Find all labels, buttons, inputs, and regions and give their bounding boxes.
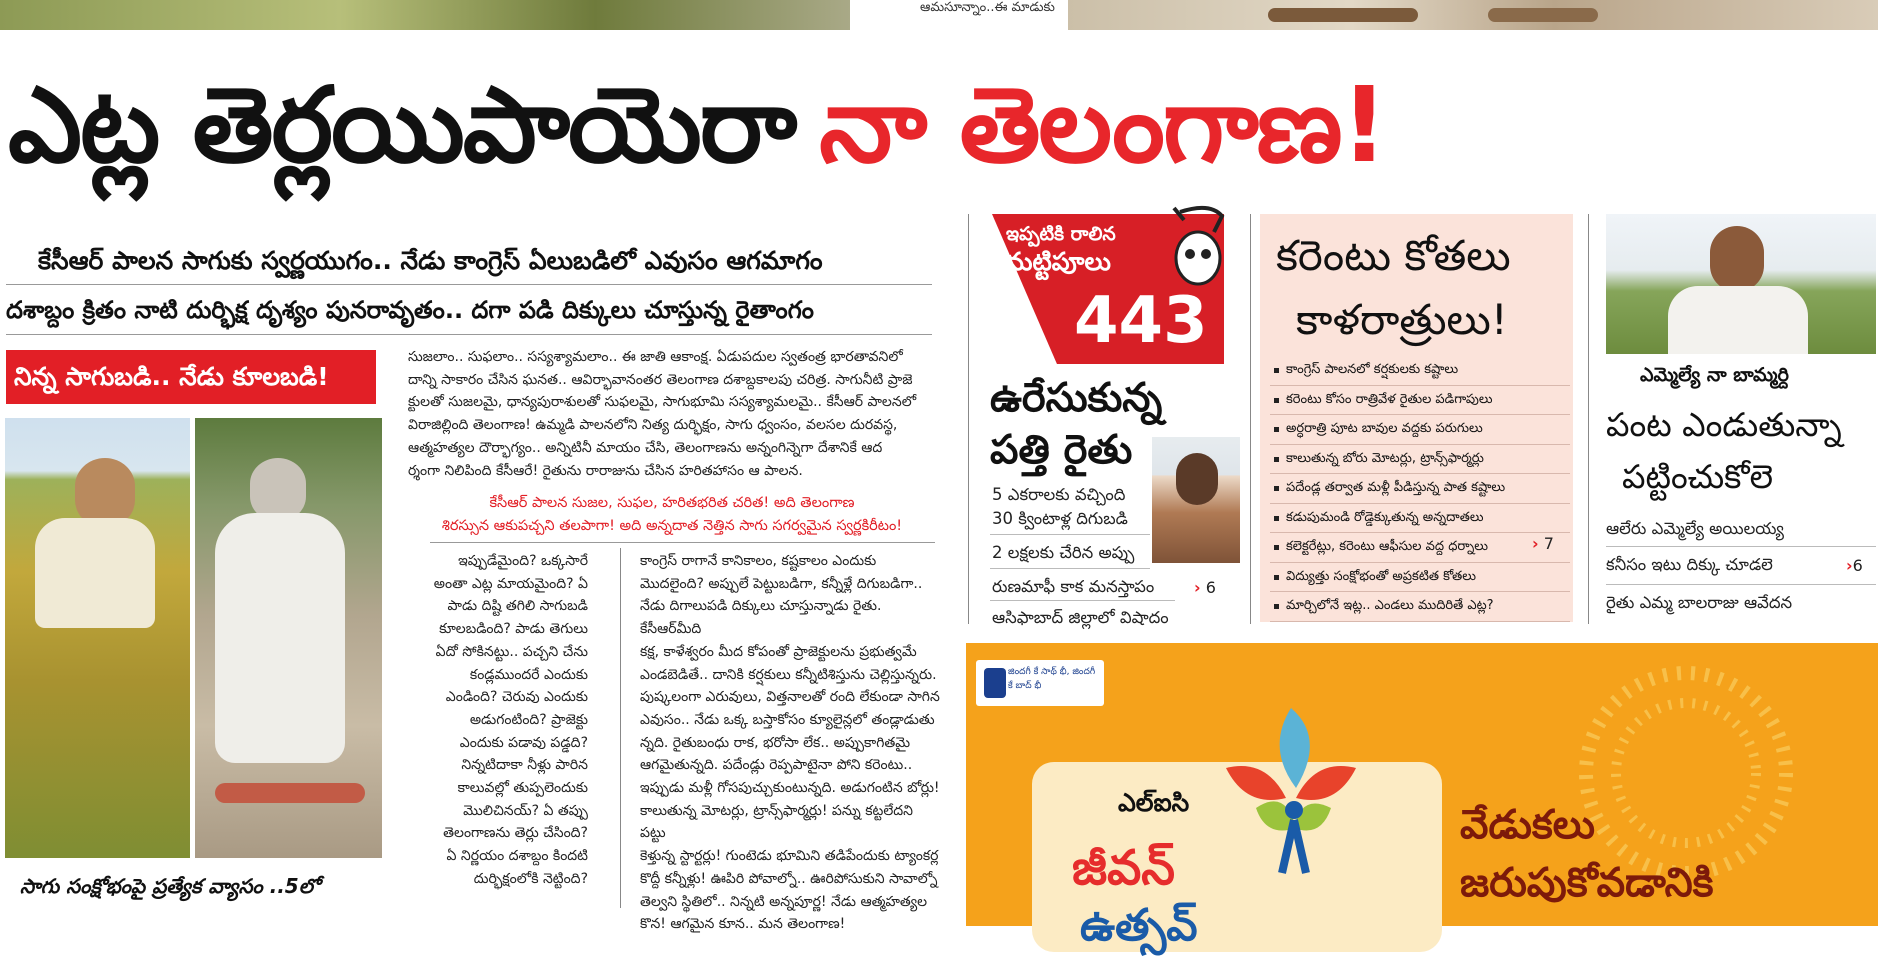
sandals [215, 783, 365, 803]
lic-logo-icon [984, 668, 1006, 698]
col1-line: మొలిచినయ్? ఏ తప్పు [463, 802, 588, 819]
current-cuts-title-2: కాళరాత్రులు! [1296, 295, 1508, 344]
col1-line: కూలబడింది? పాడు తెగులు [439, 621, 588, 638]
farmer-story-line: 2 లక్షలకు చేరిన అప్పు [992, 543, 1135, 562]
col2-line: కక్ష, కాళేశ్వరం మీద కోపంతో ప్రాజెక్టులను ప్రభుత్వమే [640, 643, 917, 660]
list-item: పదేండ్ల తర్వాత మళ్లీ పీడిస్తున్న పాత కష్టాలు [1270, 474, 1570, 504]
list-item: కడుపుమండి రోడ్డెక్కుతున్న అన్నదాతలు [1270, 504, 1570, 534]
col2-line: తెల్వని స్థితిలో.. నిన్నటి అన్నపూర్ణ! నేడు ఆత్మహత్యల [640, 893, 928, 910]
farmer-story-page-ref: › 6 [1194, 578, 1216, 597]
intro-line: క్టులతో సుజలమై, ధాన్యపురాశులతో సుఫలమై, సాగుభూమి సస్యశ్యామలమై.. కేసీఆర్ పాలనలో [408, 394, 917, 411]
intro-line: సుజలాం.. సుఫలాం.. సస్యశ్యామలాం.. ఈ జాతి ఆకాంక్ష. ఏడుపదుల స్వతంత్ర భారతావనిలో [408, 349, 903, 365]
top-strip-caption: ఆమసూన్నాం..ఈ మాడుకు [920, 0, 1055, 15]
farmer-story-line: రుణమాఫీ కాక మనస్తాపం [992, 577, 1155, 596]
column-rule [1250, 214, 1251, 624]
mla-line: కనీసం ఇటు దిక్కు చూడలె [1606, 555, 1773, 574]
skull-noose-icon [1160, 202, 1230, 294]
intro-line: ర్శంగా నిలిపింది కేసీఆరే! రైతును రారాజును చేసిన హరితహాసం ఆ పాలన. [408, 462, 803, 479]
top-photo-right [1068, 0, 1878, 30]
col2-line: నేడు దిగాలుపడి దిక్కులు చూస్తున్నాడు రైతు. కేసీఆర్‌మీది [640, 598, 882, 638]
col2-line: కాంగ్రెస్ రాగానే కానికాలం, కష్టకాలం ఎందుకు [640, 553, 877, 569]
ad-jeevan-text: జీవన్ [1072, 840, 1175, 896]
farmer-shirt [35, 518, 155, 628]
col2-line: పుష్కలంగా ఎరువులు, విత్తనాలతో రంది లేకుండా సాగిన [640, 689, 940, 706]
farmer-clothes [215, 513, 345, 763]
main-headline [8, 60, 1876, 190]
body-column-2 [640, 550, 940, 933]
leaf-figure-icon [1196, 698, 1386, 878]
mla-page-ref: ›6 [1846, 556, 1863, 575]
current-cuts-list [1270, 356, 1570, 622]
ad-lic-text: ఎల్ఐసి [1118, 788, 1190, 817]
list-item: కలెక్టరేట్లు, కరెంటు ఆఫీసుల వద్ద ధర్నాలు [1270, 533, 1570, 563]
old-farmer-photo [1606, 214, 1876, 354]
ad-right-text-1: వేడుకలు [1460, 802, 1595, 848]
intro-text [408, 346, 936, 486]
col1-line: కాలువల్లో తుప్పలెందుకు [457, 780, 588, 797]
col1-line: నిన్నటిదాకా నీళ్లు పారిన [461, 757, 588, 774]
col1-line: ఎందుకు పడావు పడ్డది? [459, 734, 588, 751]
red-pullquote [408, 492, 936, 538]
mla-title-1: పంట ఎండుతున్నా [1606, 405, 1842, 444]
farmer-sad-photo [195, 418, 382, 858]
col2-line: కొన! ఆగమైన కూన.. మన తెలంగాణ! [640, 916, 846, 933]
divider [1606, 546, 1876, 547]
column-rule [968, 214, 969, 624]
body-column-1 [428, 550, 588, 906]
pullquote-line: కేసీఆర్ పాలన సుజల, సుఫల, హరితభరిత చరిత! అది తెలంగాణ [489, 495, 855, 511]
death-count-label [1006, 222, 1116, 278]
col1-line: పాడు దిష్టి తగిలి సాగుబడి [447, 598, 588, 615]
col1-line: తెలంగాణను తెర్లు చేసింది? [443, 825, 588, 842]
farmer-story-title-2: పత్తి రైతు [990, 427, 1133, 473]
list-item: అర్ధరాత్రి పూట బావుల వద్దకు పరుగులు [1270, 415, 1570, 445]
col1-line: అడుగంటింది? ప్రాజెక్టు [469, 711, 588, 728]
headline-part-red: నా తెలంగాణ! [819, 64, 1386, 186]
divider [430, 542, 935, 543]
pullquote-line: శిరస్సున ఆకుపచ్చని తలపాగా! అది అన్నదాత నెత్తిన సాగు సగర్వమైన స్వర్ణకిరీటం! [441, 518, 903, 534]
current-cuts-title-1: కరెంటు కోతలు [1276, 231, 1511, 280]
col2-line: ఇప్పుడు మళ్లీ గోసపుచ్చుకుంటున్నది. అడుగంటిన బోర్లు! [640, 780, 940, 797]
column-rule [620, 548, 621, 908]
intro-line: దాన్ని సాకారం చేసిన ఘనత.. ఆవిర్భావానంతర తెలంగాణ దశాబ్దకాలపు చరిత్ర. సాగునీటి ప్రాజె [408, 371, 913, 388]
col1-line: ఏ నిర్ణయం దశాబ్దం కిందటి [446, 848, 588, 865]
divider [6, 284, 932, 285]
list-item: కరెంటు కోసం రాత్రివేళ రైతుల పడిగాపులు [1270, 386, 1570, 416]
current-cuts-page-ref: › 7 [1532, 534, 1554, 553]
death-count-line2: మట్టిపూలు [1006, 247, 1111, 276]
ad-utsav-text: ఉత్సవ్ [1080, 900, 1198, 951]
mla-kicker: ఎమ్మెల్యే నా బామ్మర్ది [1640, 364, 1789, 386]
ad-right-text-2: జరుపుకోవడానికి [1460, 860, 1714, 906]
farmer-story-title-1: ఉరేసుకున్న [990, 375, 1163, 421]
col1-line: కండ్లముందరే ఎందుకు [469, 666, 588, 683]
col2-line: ఎవుసం.. నేడు ఒక్క బస్తాకోసం క్యూలైన్లలో తండ్లాడుతు [640, 711, 935, 728]
headline-part-black: ఎట్ల తెర్లయిపాయెరా [8, 64, 796, 186]
death-count-line1: ఇప్పటికి రాలిన [1006, 223, 1116, 245]
list-item: కాంగ్రెస్ పాలనలో కర్షకులకు కష్టాలు [1270, 356, 1570, 386]
mla-title-2: పట్టించుకోలె [1622, 457, 1774, 496]
divider [6, 334, 932, 335]
portrait-face [1176, 453, 1218, 505]
list-item: విద్యుత్తు సంక్షోభంతో అప్రకటిత కోతలు [1270, 563, 1570, 593]
col2-line: కొద్దీ కన్నీళ్లు! ఊపిరి పోవాల్నో.. ఊరిపోసుకుని సావాల్నో [640, 870, 938, 887]
top-photo-left [0, 0, 850, 30]
divider [1606, 584, 1876, 585]
col2-line: మొదలైంది? అప్పులే పెట్టుబడిగా, కన్నీళ్లే దిగుబడిగా.. [640, 575, 923, 592]
farmer-story-line: ఆసిఫాబాద్ జిల్లాలో విషాదం [992, 608, 1169, 627]
divider [990, 568, 1150, 569]
list-item: కాలుతున్న బోరు మోటర్లు, ట్రాన్స్‌ఫార్మర్లు [1270, 445, 1570, 475]
divider [990, 600, 1175, 601]
subhead-1: కేసీఆర్ పాలన సాగుకు స్వర్ణయుగం.. నేడు కాంగ్రెస్ ఏలుబడిలో ఎవుసం ఆగమాగం [38, 246, 823, 275]
col1-line: దుర్భిక్షంలోకి నెట్టింది? [473, 870, 588, 887]
farmer-shirt [1668, 286, 1808, 354]
mla-line: రైతు ఎమ్మ బాలరాజు ఆవేదన [1606, 593, 1793, 612]
subhead-2: దశాబ్దం క్రితం నాటి దుర్భిక్ష దృశ్యం పునరావృతం.. దగా పడి దిక్కులు చూస్తున్న రైతాంగం [6, 296, 814, 324]
death-count-number: 443 [1074, 284, 1208, 358]
col1-line: అంతా ఎట్ల మాయమైంది? ఏ [433, 575, 588, 592]
col2-line: కాలుతున్న మోటర్లు, ట్రాన్స్‌ఫార్మర్లు! పన్ను కట్టలేదని పట్టు [640, 802, 913, 842]
column-rule [1588, 214, 1589, 624]
col1-line: ఎండింది? చెరువు ఎందుకు [445, 689, 588, 706]
pipe-shape [1488, 8, 1598, 22]
mla-line: ఆలేరు ఎమ్మెల్యే అయిలయ్య [1606, 519, 1784, 538]
divider [990, 534, 1150, 535]
col2-line: న్నది. రైతుబంధు రాక, భరోసా లేక.. అప్పుకాగితమై [640, 734, 911, 751]
farmer-story-line: 30 క్వింటాళ్ల దిగుబడి [992, 509, 1128, 528]
list-item: మార్చిలోనే ఇట్ల.. ఎండలు ముదిరితే ఎట్ల? [1270, 592, 1570, 622]
pipe-shape [1268, 8, 1418, 22]
col2-line: ఎండబెడితే.. దానికి కర్షకులు కన్నీటిశిస్తును చెల్లిస్తున్నరు. [640, 666, 937, 683]
lic-tagline: జిందగీ కే సాథ్ భీ, జిందగీ కే బాద్ భీ [1008, 667, 1096, 691]
farmer-portrait [1152, 437, 1240, 563]
col2-line: ఆగమైతున్నది. పదేండ్లు రెప్పపాటైనా పోని కరెంటు.. [640, 757, 913, 774]
farmer-story-line: 5 ఎకరాలకు వచ్చింది [992, 485, 1126, 504]
farmer-head [1710, 226, 1764, 292]
col1-line: ఇప్పుడేమైంది? ఒక్కసారే [458, 553, 588, 569]
photo-caption: సాగు సంక్షోభంపై ప్రత్యేక వ్యాసం ..5లో [20, 874, 320, 898]
intro-line: ఆత్మహత్యల దౌర్భాగ్యం.. అన్నిటినీ మాయం చేసి, తెలంగాణను అన్నంగిన్నెగా దేశానికే ఆద [408, 439, 883, 456]
col2-line: కెళ్తున్న స్టార్టర్లు! గుంటెడు భూమిని తడిపేందుకు ట్యాంకర్ల [640, 848, 939, 865]
red-kicker-bar: నిన్న సాగుబడి.. నేడు కూలబడి! [6, 350, 376, 404]
farmer-smiling-photo [5, 418, 190, 858]
intro-line: విరాజిల్లింది తెలంగాణ! ఉమ్మడి పాలనలోని నిత్య దుర్భిక్షం, సాగు ధ్వంసం, వలసల దురవస్థ, [408, 417, 898, 434]
col1-line: ఏదో సోకినట్టు.. పచ్చని చేను [435, 643, 588, 660]
